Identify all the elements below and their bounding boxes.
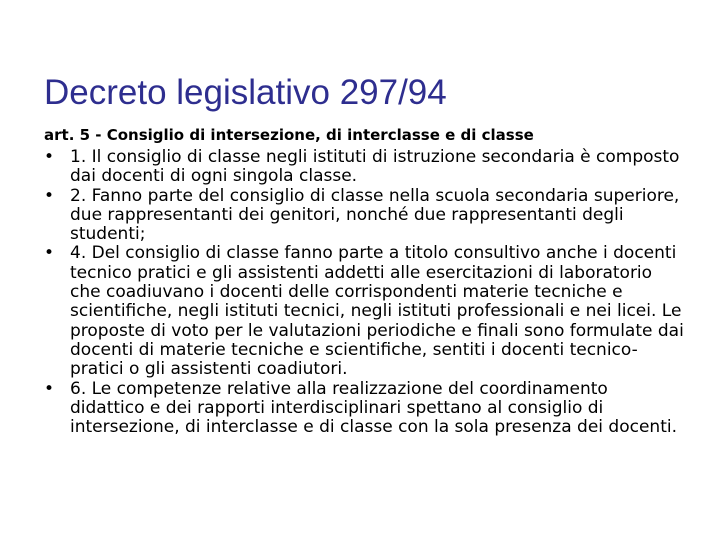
list-item-text: 6. Le competenze relative alla realizzazione del coordinamento didattico e dei rapporti interdisciplinari spettano al consiglio di intersezione, di interclasse e di classe con la sola presenza dei docenti. <box>70 378 677 438</box>
bullet-icon: • <box>44 147 55 167</box>
bullet-icon: • <box>44 378 55 399</box>
list-item-text: 2. Fanno parte del consiglio di classe nella scuola secondaria superiore, due rappresentanti dei genitori, nonché due rappresentanti degli studenti; <box>70 185 680 245</box>
bullet-icon: • <box>44 185 55 206</box>
bullet-list <box>44 148 684 437</box>
list-item <box>44 380 684 438</box>
list-item-text: 4. Del consiglio di classe fanno parte a titolo consultivo anche i docenti tecnico pratici e gli assistenti addetti alle esercitazioni di laboratorio che coadiuvano i docenti delle corrispondenti materie tecniche e scientifiche, negli istituti tecnici, negli istituti professionali e nei licei. Le proposte di voto per le valutazioni periodiche e finali sono formulate dai docenti di materie tecniche e scientifiche, sentiti i docenti tecnico-pratici o gli assistenti coadiutori. <box>70 243 684 380</box>
list-item <box>44 148 684 187</box>
list-item-text: 1. Il consiglio di classe negli istituti di istruzione secondaria è composto dai docenti di ogni singola classe. <box>70 147 680 187</box>
list-item <box>44 187 684 245</box>
slide-content <box>44 126 684 437</box>
list-item <box>44 244 684 379</box>
slide-title: Decreto legislativo 297/94 <box>44 73 447 113</box>
bullet-icon: • <box>44 243 55 264</box>
article-subheading: art. 5 - Consiglio di intersezione, di interclasse e di classe <box>44 126 534 144</box>
